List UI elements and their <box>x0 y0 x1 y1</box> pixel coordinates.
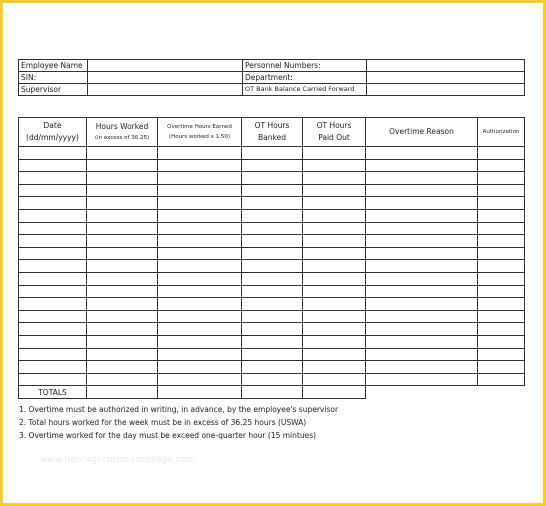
note-3: 3. Overtime worked for the day must be exceed one-quarter hour (15 mintues) <box>19 431 317 440</box>
authorization-cell[interactable] <box>478 323 525 336</box>
hours-worked-cell[interactable] <box>87 222 158 235</box>
date-cell[interactable] <box>19 260 87 273</box>
totals-ot-banked-cell[interactable] <box>242 386 303 399</box>
totals-hours-worked-cell[interactable] <box>87 386 158 399</box>
hours-worked-cell[interactable] <box>87 272 158 285</box>
supervisor-field[interactable] <box>88 84 243 96</box>
reason-cell[interactable] <box>366 184 478 197</box>
ot-banked-cell[interactable] <box>242 209 303 222</box>
overtime-entry-row <box>19 361 525 374</box>
hours-worked-cell[interactable] <box>87 335 158 348</box>
reason-cell[interactable] <box>366 310 478 323</box>
sin-field[interactable] <box>88 72 243 84</box>
reason-cell[interactable] <box>366 222 478 235</box>
reason-cell[interactable] <box>366 348 478 361</box>
overtime-earned-cell[interactable] <box>158 323 242 336</box>
overtime-earned-cell[interactable] <box>158 159 242 172</box>
ot-paid-out-cell[interactable] <box>303 310 366 323</box>
totals-label: TOTALS <box>19 386 87 399</box>
authorization-cell[interactable] <box>478 247 525 260</box>
note-1: 1. Overtime must be authorized in writing, in advance, by the employee's supervisor <box>19 405 339 414</box>
overtime-earned-cell[interactable] <box>158 272 242 285</box>
overtime-hours-earned-subheader: (Hours worked x 1.50) <box>168 134 231 140</box>
ot-paid-out-cell[interactable] <box>303 285 366 298</box>
ot-banked-cell[interactable] <box>242 235 303 248</box>
ot-banked-cell[interactable] <box>242 272 303 285</box>
date-cell[interactable] <box>19 222 87 235</box>
authorization-cell[interactable] <box>478 172 525 185</box>
column-header-hours-worked <box>87 118 158 147</box>
reason-cell[interactable] <box>366 172 478 185</box>
ot-banked-cell[interactable] <box>242 260 303 273</box>
reason-cell[interactable] <box>366 209 478 222</box>
reason-cell[interactable] <box>366 260 478 273</box>
authorization-cell[interactable] <box>478 310 525 323</box>
personnel-numbers-field[interactable] <box>367 60 525 72</box>
authorization-cell[interactable] <box>478 285 525 298</box>
overtime-entry-row <box>19 373 525 386</box>
department-field[interactable] <box>367 72 525 84</box>
ot-banked-cell[interactable] <box>242 197 303 210</box>
reason-cell[interactable] <box>366 235 478 248</box>
overtime-earned-cell[interactable] <box>158 361 242 374</box>
ot-paid-out-cell[interactable] <box>303 361 366 374</box>
ot-banked-cell[interactable] <box>242 184 303 197</box>
hours-worked-cell[interactable] <box>87 348 158 361</box>
totals-blank <box>366 386 478 399</box>
ot-banked-cell[interactable] <box>242 247 303 260</box>
date-cell[interactable] <box>19 310 87 323</box>
ot-hours-paid-out-header: OT Hours <box>316 121 352 130</box>
overtime-entries <box>19 147 525 386</box>
overtime-earned-cell[interactable] <box>158 197 242 210</box>
totals-blank <box>478 386 525 399</box>
watermark: www.heritagechristiancollege.com <box>40 455 195 465</box>
ot-banked-cell[interactable] <box>242 310 303 323</box>
reason-cell[interactable] <box>366 285 478 298</box>
overtime-entry-row <box>19 298 525 311</box>
overtime-entry-row <box>19 260 525 273</box>
notes-section <box>19 403 338 442</box>
reason-cell[interactable] <box>366 361 478 374</box>
authorization-header: Authorization <box>482 129 520 135</box>
date-cell[interactable] <box>19 323 87 336</box>
ot-paid-out-cell[interactable] <box>303 272 366 285</box>
date-cell[interactable] <box>19 147 87 160</box>
employee-name-field[interactable] <box>88 60 243 72</box>
overtime-entry-row <box>19 172 525 185</box>
hours-worked-cell[interactable] <box>87 147 158 160</box>
date-cell[interactable] <box>19 197 87 210</box>
authorization-cell[interactable] <box>478 147 525 160</box>
overtime-earned-cell[interactable] <box>158 209 242 222</box>
column-header-overtime-reason <box>366 118 478 147</box>
column-header-authorization <box>478 118 525 147</box>
ot-banked-cell[interactable] <box>242 222 303 235</box>
overtime-earned-cell[interactable] <box>158 235 242 248</box>
ot-banked-cell[interactable] <box>242 323 303 336</box>
overtime-earned-cell[interactable] <box>158 147 242 160</box>
overtime-entry-row <box>19 184 525 197</box>
authorization-cell[interactable] <box>478 260 525 273</box>
hours-worked-cell[interactable] <box>87 184 158 197</box>
info-row <box>19 72 525 84</box>
overtime-entry-row <box>19 235 525 248</box>
overtime-entry-row <box>19 285 525 298</box>
date-cell[interactable] <box>19 209 87 222</box>
ot-banked-cell[interactable] <box>242 159 303 172</box>
hours-worked-header: Hours Worked <box>95 122 149 131</box>
reason-cell[interactable] <box>366 373 478 386</box>
date-header: Date <box>43 121 62 130</box>
ot-paid-out-cell[interactable] <box>303 147 366 160</box>
overtime-header-row <box>19 118 525 147</box>
overtime-reason-header: Overtime Reason <box>389 127 454 136</box>
ot-hours-banked-header: OT Hours <box>254 121 290 130</box>
date-cell[interactable] <box>19 184 87 197</box>
overtime-earned-cell[interactable] <box>158 260 242 273</box>
hours-worked-cell[interactable] <box>87 323 158 336</box>
overtime-entry-row <box>19 147 525 160</box>
date-cell[interactable] <box>19 285 87 298</box>
overtime-earned-cell[interactable] <box>158 298 242 311</box>
date-cell[interactable] <box>19 361 87 374</box>
hours-worked-cell[interactable] <box>87 209 158 222</box>
reason-cell[interactable] <box>366 323 478 336</box>
hours-worked-cell[interactable] <box>87 285 158 298</box>
ot-banked-cell[interactable] <box>242 285 303 298</box>
reason-cell[interactable] <box>366 272 478 285</box>
date-cell[interactable] <box>19 172 87 185</box>
sin-label: SIN: <box>19 72 88 84</box>
ot-paid-out-cell[interactable] <box>303 373 366 386</box>
overtime-hours-earned-header: Overtime Hours Earned <box>167 124 232 130</box>
ot-paid-out-cell[interactable] <box>303 209 366 222</box>
authorization-cell[interactable] <box>478 348 525 361</box>
ot-paid-out-cell[interactable] <box>303 247 366 260</box>
totals-ot-paid-out-cell[interactable] <box>303 386 366 399</box>
ot-paid-out-cell[interactable] <box>303 298 366 311</box>
hours-worked-cell[interactable] <box>87 159 158 172</box>
supervisor-label: Supervisor <box>19 84 88 96</box>
date-cell[interactable] <box>19 247 87 260</box>
hours-worked-cell[interactable] <box>87 298 158 311</box>
authorization-cell[interactable] <box>478 272 525 285</box>
overtime-earned-cell[interactable] <box>158 285 242 298</box>
overtime-earned-cell[interactable] <box>158 335 242 348</box>
date-cell[interactable] <box>19 159 87 172</box>
date-cell[interactable] <box>19 298 87 311</box>
overtime-entry-row <box>19 209 525 222</box>
date-cell[interactable] <box>19 235 87 248</box>
date-cell[interactable] <box>19 348 87 361</box>
ot-banked-cell[interactable] <box>242 172 303 185</box>
employee-name-label: Employee Name <box>19 60 88 72</box>
reason-cell[interactable] <box>366 197 478 210</box>
ot-paid-out-cell[interactable] <box>303 222 366 235</box>
ot-hours-banked-subheader: Banked <box>258 133 286 142</box>
overtime-entry-row <box>19 323 525 336</box>
authorization-cell[interactable] <box>478 361 525 374</box>
ot-paid-out-cell[interactable] <box>303 159 366 172</box>
overtime-earned-cell[interactable] <box>158 348 242 361</box>
hours-worked-cell[interactable] <box>87 235 158 248</box>
ot-paid-out-cell[interactable] <box>303 197 366 210</box>
overtime-table <box>18 117 525 399</box>
reason-cell[interactable] <box>366 335 478 348</box>
hours-worked-cell[interactable] <box>87 373 158 386</box>
authorization-cell[interactable] <box>478 335 525 348</box>
employee-info-table <box>18 59 525 96</box>
authorization-cell[interactable] <box>478 209 525 222</box>
authorization-cell[interactable] <box>478 235 525 248</box>
overtime-earned-cell[interactable] <box>158 247 242 260</box>
hours-worked-cell[interactable] <box>87 361 158 374</box>
date-cell[interactable] <box>19 373 87 386</box>
reason-cell[interactable] <box>366 159 478 172</box>
ot-paid-out-cell[interactable] <box>303 348 366 361</box>
ot-paid-out-cell[interactable] <box>303 323 366 336</box>
overtime-earned-cell[interactable] <box>158 373 242 386</box>
date-cell[interactable] <box>19 272 87 285</box>
totals-row <box>19 386 525 399</box>
column-header-overtime-hours-earned <box>158 118 242 147</box>
authorization-cell[interactable] <box>478 184 525 197</box>
authorization-cell[interactable] <box>478 373 525 386</box>
reason-cell[interactable] <box>366 147 478 160</box>
overtime-entry-row <box>19 247 525 260</box>
authorization-cell[interactable] <box>478 298 525 311</box>
info-row <box>19 60 525 72</box>
ot-banked-cell[interactable] <box>242 298 303 311</box>
authorization-cell[interactable] <box>478 159 525 172</box>
overtime-entry-row <box>19 222 525 235</box>
hours-worked-subheader: (in excess of 36.25) <box>94 135 150 141</box>
overtime-earned-cell[interactable] <box>158 172 242 185</box>
ot-hours-paid-out-subheader: Paid Out <box>318 133 350 142</box>
overtime-entry-row <box>19 272 525 285</box>
hours-worked-cell[interactable] <box>87 172 158 185</box>
hours-worked-cell[interactable] <box>87 310 158 323</box>
ot-banked-cell[interactable] <box>242 373 303 386</box>
ot-paid-out-cell[interactable] <box>303 260 366 273</box>
ot-bank-label: OT Bank Balance Carried Forward <box>243 84 367 96</box>
overtime-entry-row <box>19 335 525 348</box>
reason-cell[interactable] <box>366 298 478 311</box>
ot-banked-cell[interactable] <box>242 147 303 160</box>
info-row <box>19 84 525 96</box>
note-2: 2. Total hours worked for the week must be in excess of 36.25 hours (USWA) <box>19 418 307 427</box>
ot-paid-out-cell[interactable] <box>303 172 366 185</box>
overtime-entry-row <box>19 197 525 210</box>
totals-overtime-earned-cell[interactable] <box>158 386 242 399</box>
ot-banked-cell[interactable] <box>242 348 303 361</box>
date-cell[interactable] <box>19 335 87 348</box>
column-header-ot-hours-paid-out <box>303 118 366 147</box>
personnel-numbers-label: Personnel Numbers: <box>243 60 367 72</box>
ot-banked-cell[interactable] <box>242 361 303 374</box>
overtime-entry-row <box>19 310 525 323</box>
ot-paid-out-cell[interactable] <box>303 184 366 197</box>
overtime-entry-row <box>19 348 525 361</box>
overtime-earned-cell[interactable] <box>158 310 242 323</box>
authorization-cell[interactable] <box>478 197 525 210</box>
hours-worked-cell[interactable] <box>87 260 158 273</box>
hours-worked-cell[interactable] <box>87 197 158 210</box>
department-label: Department: <box>243 72 367 84</box>
column-header-ot-hours-banked <box>242 118 303 147</box>
overtime-earned-cell[interactable] <box>158 184 242 197</box>
ot-banked-cell[interactable] <box>242 335 303 348</box>
ot-bank-field[interactable] <box>367 84 525 96</box>
overtime-entry-row <box>19 159 525 172</box>
authorization-cell[interactable] <box>478 222 525 235</box>
ot-paid-out-cell[interactable] <box>303 235 366 248</box>
ot-paid-out-cell[interactable] <box>303 335 366 348</box>
column-header-date <box>19 118 87 147</box>
overtime-earned-cell[interactable] <box>158 222 242 235</box>
reason-cell[interactable] <box>366 247 478 260</box>
date-format-header: (dd/mm/yyyy) <box>26 133 79 142</box>
hours-worked-cell[interactable] <box>87 247 158 260</box>
